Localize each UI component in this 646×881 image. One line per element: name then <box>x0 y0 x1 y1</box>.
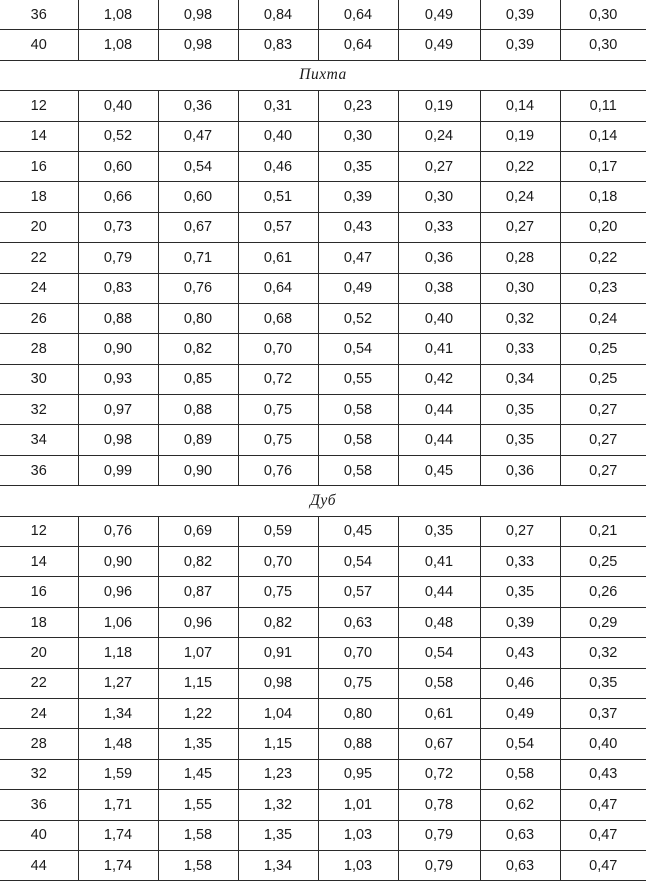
table-cell: 0,87 <box>158 577 238 607</box>
table-cell: 0,47 <box>560 790 646 820</box>
table-cell: 0,11 <box>560 91 646 121</box>
table-cell: 0,79 <box>398 850 480 880</box>
table-cell: 0,96 <box>78 577 158 607</box>
table-cell: 0,39 <box>480 30 560 60</box>
table-cell: 0,64 <box>238 273 318 303</box>
row-key-cell: 36 <box>0 455 78 485</box>
table-cell: 1,03 <box>318 850 398 880</box>
table-cell: 0,64 <box>318 0 398 30</box>
table-cell: 0,28 <box>480 243 560 273</box>
table-cell: 0,49 <box>318 273 398 303</box>
table-cell: 0,19 <box>480 121 560 151</box>
table-cell: 0,54 <box>398 638 480 668</box>
row-key-cell: 22 <box>0 243 78 273</box>
table-cell: 0,38 <box>398 273 480 303</box>
table-cell: 0,24 <box>560 303 646 333</box>
table-cell: 0,82 <box>238 607 318 637</box>
table-cell: 0,98 <box>78 425 158 455</box>
table-cell: 0,52 <box>78 121 158 151</box>
table-cell: 0,66 <box>78 182 158 212</box>
table-cell: 1,15 <box>158 668 238 698</box>
table-cell: 0,76 <box>158 273 238 303</box>
table-cell: 0,17 <box>560 151 646 181</box>
table-cell: 0,70 <box>318 638 398 668</box>
table-cell: 0,35 <box>480 425 560 455</box>
table-cell: 0,43 <box>480 638 560 668</box>
table-cell: 0,30 <box>560 0 646 30</box>
table-cell: 0,35 <box>480 577 560 607</box>
table-row <box>0 577 646 607</box>
table-cell: 1,74 <box>78 850 158 880</box>
table-cell: 0,48 <box>398 607 480 637</box>
table-cell: 0,14 <box>480 91 560 121</box>
table-row <box>0 395 646 425</box>
row-key-cell: 16 <box>0 151 78 181</box>
table-cell: 1,27 <box>78 668 158 698</box>
table-cell: 0,33 <box>480 547 560 577</box>
table-cell: 0,70 <box>238 334 318 364</box>
row-key-cell: 28 <box>0 334 78 364</box>
table-cell: 0,85 <box>158 364 238 394</box>
table-row <box>0 303 646 333</box>
table-cell: 1,58 <box>158 850 238 880</box>
table-cell: 0,82 <box>158 334 238 364</box>
table-cell: 1,23 <box>238 759 318 789</box>
table-cell: 0,88 <box>158 395 238 425</box>
table-cell: 0,33 <box>480 334 560 364</box>
table-cell: 0,90 <box>78 334 158 364</box>
table-cell: 0,36 <box>398 243 480 273</box>
table-row <box>0 698 646 728</box>
row-key-cell: 18 <box>0 182 78 212</box>
table-cell: 0,89 <box>158 425 238 455</box>
table-cell: 0,26 <box>560 577 646 607</box>
table-cell: 0,44 <box>398 425 480 455</box>
table-cell: 0,67 <box>398 729 480 759</box>
table-cell: 0,32 <box>480 303 560 333</box>
table-cell: 0,79 <box>78 243 158 273</box>
table-row <box>0 820 646 850</box>
table-cell: 0,35 <box>480 395 560 425</box>
row-key-cell: 34 <box>0 425 78 455</box>
table-cell: 0,98 <box>158 30 238 60</box>
table-cell: 0,47 <box>318 243 398 273</box>
table-cell: 0,40 <box>78 91 158 121</box>
table-cell: 0,61 <box>238 243 318 273</box>
table-cell: 0,41 <box>398 547 480 577</box>
table-cell: 0,58 <box>318 455 398 485</box>
section-title: Пихта <box>0 60 646 90</box>
table-cell: 0,97 <box>78 395 158 425</box>
table-cell: 0,23 <box>560 273 646 303</box>
table-cell: 0,59 <box>238 516 318 546</box>
table-cell: 1,35 <box>158 729 238 759</box>
table-cell: 0,34 <box>480 364 560 394</box>
table-cell: 0,35 <box>318 151 398 181</box>
table-cell: 0,61 <box>398 698 480 728</box>
table-row <box>0 91 646 121</box>
table-cell: 1,59 <box>78 759 158 789</box>
table-cell: 0,43 <box>318 212 398 242</box>
table-cell: 0,27 <box>560 425 646 455</box>
table-row <box>0 30 646 60</box>
table-row <box>0 547 646 577</box>
table-row <box>0 212 646 242</box>
table-cell: 0,40 <box>560 729 646 759</box>
table-cell: 0,54 <box>158 151 238 181</box>
table-cell: 0,73 <box>78 212 158 242</box>
table-cell: 0,63 <box>480 850 560 880</box>
table-row <box>0 425 646 455</box>
table-cell: 0,76 <box>238 455 318 485</box>
row-key-cell: 36 <box>0 0 78 30</box>
table-cell: 0,18 <box>560 182 646 212</box>
table-cell: 0,75 <box>318 668 398 698</box>
table-cell: 0,30 <box>560 30 646 60</box>
table-row <box>0 638 646 668</box>
table-cell: 1,07 <box>158 638 238 668</box>
table-cell: 0,36 <box>480 455 560 485</box>
table-cell: 0,30 <box>398 182 480 212</box>
row-key-cell: 30 <box>0 364 78 394</box>
table-cell: 1,74 <box>78 820 158 850</box>
row-key-cell: 14 <box>0 547 78 577</box>
table-cell: 0,93 <box>78 364 158 394</box>
table-cell: 0,45 <box>318 516 398 546</box>
table-cell: 0,82 <box>158 547 238 577</box>
table-cell: 1,34 <box>238 850 318 880</box>
table-cell: 1,48 <box>78 729 158 759</box>
table-row <box>0 151 646 181</box>
table-cell: 0,25 <box>560 364 646 394</box>
table-cell: 0,46 <box>480 668 560 698</box>
table-cell: 0,95 <box>318 759 398 789</box>
table-cell: 0,36 <box>158 91 238 121</box>
table-cell: 0,37 <box>560 698 646 728</box>
table-row <box>0 668 646 698</box>
table-cell: 1,45 <box>158 759 238 789</box>
row-key-cell: 40 <box>0 30 78 60</box>
table-cell: 0,44 <box>398 395 480 425</box>
table-cell: 0,60 <box>158 182 238 212</box>
table-cell: 1,04 <box>238 698 318 728</box>
table-cell: 1,08 <box>78 30 158 60</box>
table-cell: 0,22 <box>560 243 646 273</box>
table-cell: 0,72 <box>238 364 318 394</box>
table-cell: 0,47 <box>560 850 646 880</box>
table-row <box>0 243 646 273</box>
table-cell: 0,58 <box>318 395 398 425</box>
table-cell: 0,80 <box>158 303 238 333</box>
table-cell: 0,54 <box>318 334 398 364</box>
row-key-cell: 18 <box>0 607 78 637</box>
table-cell: 0,96 <box>158 607 238 637</box>
row-key-cell: 40 <box>0 820 78 850</box>
table-row <box>0 182 646 212</box>
table-cell: 0,27 <box>560 395 646 425</box>
table-cell: 0,22 <box>480 151 560 181</box>
table-cell: 0,32 <box>560 638 646 668</box>
table-cell: 1,15 <box>238 729 318 759</box>
row-key-cell: 20 <box>0 212 78 242</box>
table-cell: 0,44 <box>398 577 480 607</box>
table-cell: 0,49 <box>480 698 560 728</box>
table-cell: 0,52 <box>318 303 398 333</box>
table-cell: 0,75 <box>238 577 318 607</box>
table-cell: 0,24 <box>398 121 480 151</box>
row-key-cell: 26 <box>0 303 78 333</box>
table-cell: 0,63 <box>318 607 398 637</box>
table-cell: 0,30 <box>480 273 560 303</box>
row-key-cell: 44 <box>0 850 78 880</box>
table-cell: 0,78 <box>398 790 480 820</box>
table-row <box>0 273 646 303</box>
table-row <box>0 334 646 364</box>
table-cell: 0,68 <box>238 303 318 333</box>
row-key-cell: 12 <box>0 516 78 546</box>
table-cell: 1,18 <box>78 638 158 668</box>
table-cell: 0,91 <box>238 638 318 668</box>
table-cell: 0,64 <box>318 30 398 60</box>
table-cell: 0,75 <box>238 425 318 455</box>
table-cell: 0,47 <box>560 820 646 850</box>
table-cell: 1,22 <box>158 698 238 728</box>
table-cell: 0,42 <box>398 364 480 394</box>
table-cell: 0,84 <box>238 0 318 30</box>
row-key-cell: 12 <box>0 91 78 121</box>
table-cell: 1,55 <box>158 790 238 820</box>
table-cell: 0,83 <box>238 30 318 60</box>
table-cell: 0,45 <box>398 455 480 485</box>
table-cell: 0,43 <box>560 759 646 789</box>
row-key-cell: 20 <box>0 638 78 668</box>
table-cell: 0,40 <box>398 303 480 333</box>
table-cell: 0,51 <box>238 182 318 212</box>
row-key-cell: 36 <box>0 790 78 820</box>
table-cell: 1,01 <box>318 790 398 820</box>
table-cell: 0,27 <box>480 516 560 546</box>
table-cell: 1,32 <box>238 790 318 820</box>
table-cell: 0,57 <box>318 577 398 607</box>
table-cell: 0,39 <box>318 182 398 212</box>
row-key-cell: 32 <box>0 759 78 789</box>
table-cell: 1,03 <box>318 820 398 850</box>
table-cell: 0,21 <box>560 516 646 546</box>
row-key-cell: 24 <box>0 698 78 728</box>
table-cell: 0,90 <box>158 455 238 485</box>
table-row <box>0 790 646 820</box>
table-cell: 0,54 <box>318 547 398 577</box>
table-cell: 0,88 <box>78 303 158 333</box>
table-cell: 0,88 <box>318 729 398 759</box>
table-cell: 0,49 <box>398 0 480 30</box>
row-key-cell: 22 <box>0 668 78 698</box>
table-cell: 0,90 <box>78 547 158 577</box>
table-cell: 0,60 <box>78 151 158 181</box>
table-cell: 1,35 <box>238 820 318 850</box>
table-cell: 0,27 <box>398 151 480 181</box>
table-row <box>0 607 646 637</box>
table-cell: 0,25 <box>560 547 646 577</box>
table-cell: 0,35 <box>560 668 646 698</box>
table-cell: 0,31 <box>238 91 318 121</box>
table-cell: 0,46 <box>238 151 318 181</box>
table-cell: 0,40 <box>238 121 318 151</box>
table-cell: 0,80 <box>318 698 398 728</box>
table-cell: 0,27 <box>480 212 560 242</box>
row-key-cell: 28 <box>0 729 78 759</box>
table-cell: 0,35 <box>398 516 480 546</box>
table-row <box>0 516 646 546</box>
table-cell: 0,47 <box>158 121 238 151</box>
table-row <box>0 850 646 880</box>
table-cell: 0,27 <box>560 455 646 485</box>
table-cell: 0,55 <box>318 364 398 394</box>
table-cell: 0,71 <box>158 243 238 273</box>
table-cell: 0,98 <box>238 668 318 698</box>
row-key-cell: 16 <box>0 577 78 607</box>
section-header-row <box>0 60 646 90</box>
table-cell: 0,23 <box>318 91 398 121</box>
table-cell: 0,39 <box>480 607 560 637</box>
table-cell: 0,76 <box>78 516 158 546</box>
table-cell: 0,30 <box>318 121 398 151</box>
table-row <box>0 759 646 789</box>
table-cell: 1,06 <box>78 607 158 637</box>
table-cell: 0,33 <box>398 212 480 242</box>
table-cell: 1,71 <box>78 790 158 820</box>
table-cell: 0,67 <box>158 212 238 242</box>
table-row <box>0 364 646 394</box>
table-cell: 0,83 <box>78 273 158 303</box>
table-cell: 1,34 <box>78 698 158 728</box>
table-cell: 1,58 <box>158 820 238 850</box>
table-cell: 0,58 <box>480 759 560 789</box>
table-cell: 0,14 <box>560 121 646 151</box>
section-header-row <box>0 486 646 516</box>
section-title: Дуб <box>0 486 646 516</box>
table-cell: 0,20 <box>560 212 646 242</box>
table-cell: 0,98 <box>158 0 238 30</box>
table-row <box>0 0 646 30</box>
table-row <box>0 455 646 485</box>
table-cell: 0,58 <box>318 425 398 455</box>
table-row <box>0 729 646 759</box>
table-cell: 0,25 <box>560 334 646 364</box>
table-cell: 0,41 <box>398 334 480 364</box>
table-cell: 0,57 <box>238 212 318 242</box>
row-key-cell: 24 <box>0 273 78 303</box>
table-cell: 0,62 <box>480 790 560 820</box>
table-cell: 0,54 <box>480 729 560 759</box>
row-key-cell: 14 <box>0 121 78 151</box>
table-cell: 0,79 <box>398 820 480 850</box>
table-cell: 0,49 <box>398 30 480 60</box>
table-cell: 0,29 <box>560 607 646 637</box>
table-cell: 0,69 <box>158 516 238 546</box>
table-cell: 0,19 <box>398 91 480 121</box>
table-cell: 0,39 <box>480 0 560 30</box>
table-cell: 0,58 <box>398 668 480 698</box>
table-row <box>0 121 646 151</box>
table-cell: 0,70 <box>238 547 318 577</box>
table-cell: 0,63 <box>480 820 560 850</box>
table-cell: 0,99 <box>78 455 158 485</box>
table-cell: 0,72 <box>398 759 480 789</box>
table-cell: 0,75 <box>238 395 318 425</box>
table-cell: 0,24 <box>480 182 560 212</box>
table-cell: 1,08 <box>78 0 158 30</box>
row-key-cell: 32 <box>0 395 78 425</box>
